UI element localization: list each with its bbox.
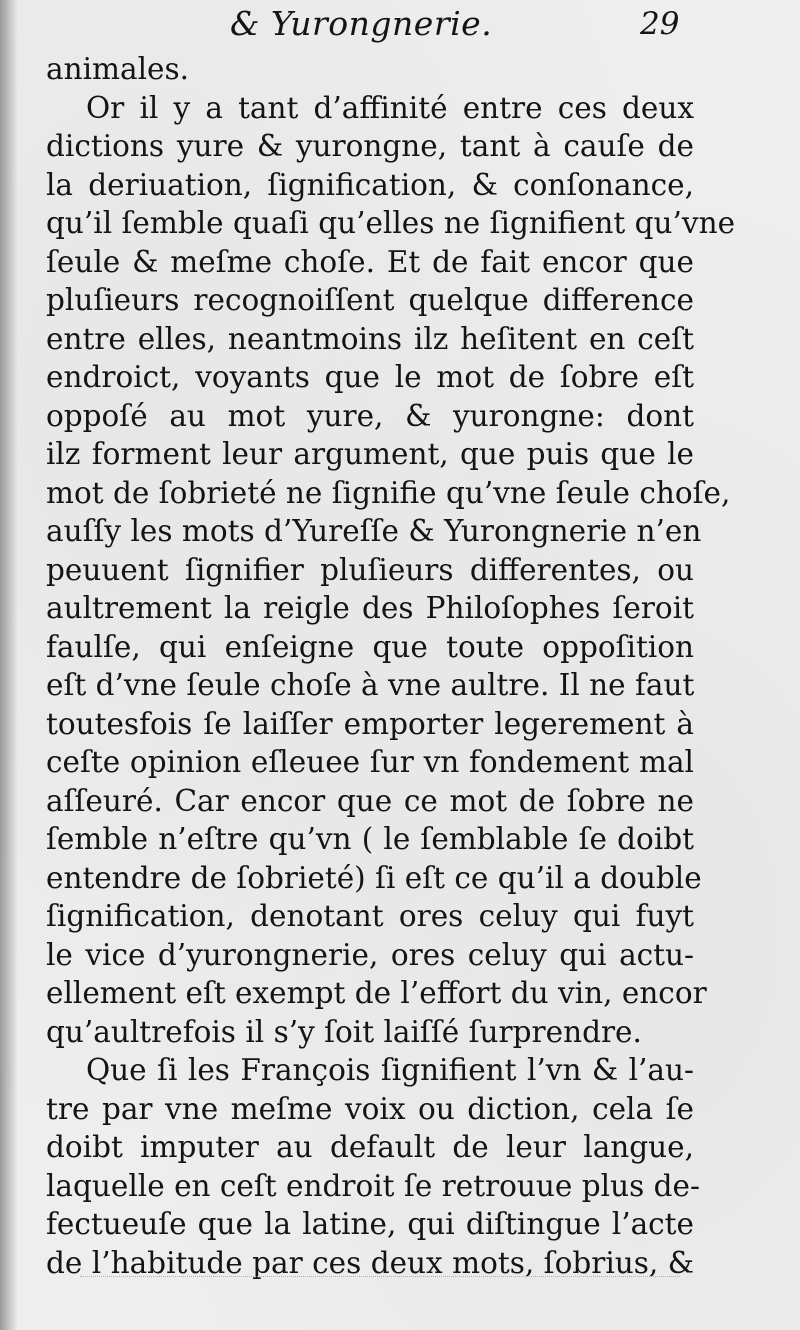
text-line: ilz forment leur argument, que puis que le [46, 437, 694, 471]
text-line: faulſe, qui enſeigne que toute oppoſition [46, 629, 694, 664]
text-line: qu’il ſemble quaſi qu’elles ne ſignifient qu’vne [46, 206, 736, 240]
text-line: endroict, voyants que le mot de ſobre eſt [46, 360, 694, 394]
text-line: de l’habitude par ces deux mots, ſobrius, & [46, 1245, 694, 1280]
text-line: aſſeuré. Car encor que ce mot de ſobre ne [46, 783, 694, 818]
text-line: fectueuſe que la latine, qui diſtingue l’acte [46, 1207, 694, 1241]
text-line: le vice d’yurongnerie, ores celuy qui actu- [46, 937, 694, 972]
body-text [46, 50, 736, 1282]
text-line: laquelle en ceſt endroit ſe retrouue plus de- [46, 1168, 700, 1203]
page-header [0, 2, 800, 46]
text-line: animales. [46, 52, 189, 86]
text-line: peuuent ſignifier pluſieurs differentes, ou [46, 552, 694, 587]
text-line: ſeule & meſme choſe. Et de fait encor que [46, 244, 694, 279]
text-line: aultrement la reigle des Philoſophes ſeroit [46, 591, 694, 625]
text-line: ellement eſt exempt de l’effort du vin, encor [46, 976, 707, 1010]
text-line: doibt imputer au default de leur langue, [46, 1130, 694, 1164]
text-line: ceſte opinion eſleuee ſur vn fondement mal [46, 745, 694, 779]
text-line: ſemble n’eſtre qu’vn ( le ſemblable ſe doibt [46, 822, 694, 856]
page-gutter-shadow [0, 0, 18, 1330]
text-line: toutesfois ſe laiſſer emporter legerement à [46, 706, 694, 741]
text-line: eſt d’vne ſeule choſe à vne aultre. Il ne faut [46, 668, 695, 702]
text-line: pluſieurs recognoiſſent quelque difference [46, 283, 694, 317]
text-line: tre par vne meſme voix ou diction, cela ſe [46, 1091, 694, 1126]
running-title: & Yurongnerie. [230, 4, 493, 43]
text-line: oppoſé au mot yure, & yurongne: dont [46, 398, 694, 433]
text-line: mot de ſobrieté ne ſignifie qu’vne ſeule choſe, [46, 475, 731, 510]
text-line: entre elles, neantmoins ilz heſitent en ceſt [46, 321, 694, 356]
page-number: 29 [640, 6, 680, 42]
text-line: qu’aultrefois il s’y ſoit laiſſé ſurprendre. [46, 1014, 642, 1049]
text-line: Or il y a tant d’affinité entre ces deux [86, 90, 694, 125]
text-line: dictions yure & yurongne, tant à cauſe de [46, 129, 694, 163]
text-line: auſſy les mots d’Yureſſe & Yurongnerie n’en [46, 514, 702, 548]
text-line: Que ſi les François ſignifient l’vn & l’au- [86, 1053, 694, 1087]
text-line: entendre de ſobrieté) ſi eſt ce qu’il a double [46, 860, 702, 895]
text-line: la deriuation, ſignification, & conſonance, [46, 167, 694, 202]
text-line: ſignification, denotant ores celuy qui fuyt [46, 899, 694, 933]
bottom-dotted-rule [80, 1276, 680, 1277]
